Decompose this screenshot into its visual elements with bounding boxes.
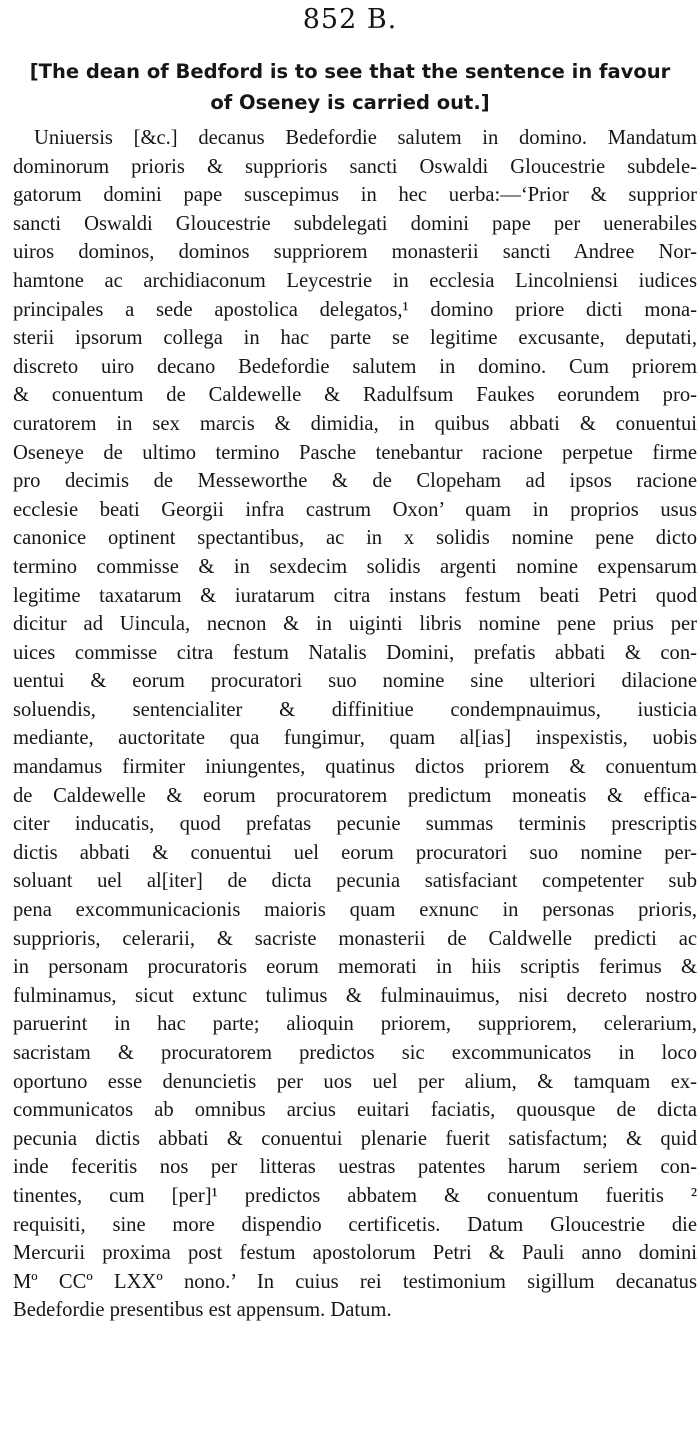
body-line: sterii ipsorum collega in hac parte se legitime excusante, deputati, <box>13 327 697 350</box>
heading-line: of Oseney is carried out.] <box>210 91 490 114</box>
body-line: soluendis, sentencialiter & diffinitiue condempnauimus, iusticia <box>13 698 697 721</box>
body-line: legitime taxatarum & iuratarum citra instans festum beati Petri quod <box>13 584 697 607</box>
body-line: sacristam & procuratorem predictos sic excommunicatos in loco <box>13 1042 697 1064</box>
body-line: supprioris, celerarii, & sacriste monasterii de Caldwelle predicti ac <box>13 927 697 950</box>
body-line: ecclesie beati Georgii infra castrum Oxon’ quam in proprios usus <box>13 498 697 521</box>
body-line: in personam procuratoris eorum memorati in hiis scriptis ferimus & <box>13 956 697 979</box>
body-line: paruerint in hac parte; alioquin priorem, suppriorem, celerarium, <box>13 1013 697 1036</box>
body-line: Uniuersis [&c.] decanus Bedefordie salutem in domino. Mandatum <box>34 127 697 149</box>
body-line: mandamus firmiter iniungentes, quatinus dictos priorem & conuentum <box>13 756 697 779</box>
body-line: curatorem in sex marcis & dimidia, in quibus abbati & conuentui <box>13 412 697 435</box>
body-line: & conuentum de Caldewelle & Radulfsum Faukes eorundem pro- <box>13 384 697 407</box>
heading-line: [The dean of Bedford is to see that the sentence in favour <box>29 60 671 83</box>
body-line: tinentes, cum [per]¹ predictos abbatem & conuentum fueritis ² <box>13 1184 697 1207</box>
body-line: dominorum prioris & supprioris sancti Oswaldi Gloucestrie subdele- <box>13 155 697 178</box>
document-heading <box>10 56 690 118</box>
body-line: pecunia dictis abbati & conuentui plenarie fuerit satisfactum; & quid <box>13 1127 697 1150</box>
body-line: Bedefordie presentibus est appensum. Datum. <box>13 1299 392 1322</box>
body-line: communicatos ab omnibus arcius euitari faciatis, quousque de dicta <box>13 1099 697 1122</box>
body-line: de Caldewelle & eorum procuratorem predictum moneatis & effica- <box>13 784 697 807</box>
body-line: termino commisse & in sexdecim solidis argenti nomine expensarum <box>13 555 697 578</box>
body-line: Mº CCº LXXº nono.’ In cuius rei testimonium sigillum decanatus <box>13 1270 697 1293</box>
body-line: principales a sede apostolica delegatos,¹ domino priore dicti mona- <box>13 298 697 321</box>
body-line: Oseneye de ultimo termino Pasche tenebantur racione perpetue firme <box>13 441 697 464</box>
document-body <box>13 124 697 1325</box>
body-line: soluant uel al[iter] de dicta pecunia satisfaciant competenter sub <box>13 870 697 893</box>
body-line: uentui & eorum procuratori suo nomine sine ulteriori dilacione <box>13 670 697 693</box>
body-line: citer inducatis, quod prefatas pecunie summas terminis prescriptis <box>13 813 697 836</box>
body-line: hamtone ac archidiaconum Leycestrie in ecclesia Lincolniensi iudices <box>13 269 697 292</box>
body-line: dicitur ad Uincula, necnon & in uiginti libris nomine pene prius per <box>13 613 697 636</box>
body-line: requisiti, sine more dispendio certificetis. Datum Gloucestrie die <box>13 1213 697 1236</box>
body-line: pena excommunicacionis maioris quam exnunc in personas prioris, <box>13 899 697 922</box>
body-line: Mercurii proxima post festum apostolorum Petri & Pauli anno domini <box>13 1242 697 1265</box>
body-line: uices commisse citra festum Natalis Domini, prefatis abbati & con- <box>13 641 697 664</box>
body-line: uiros dominos, dominos suppriorem monasterii sancti Andree Nor- <box>13 241 697 264</box>
body-line: discreto uiro decano Bedefordie salutem in domino. Cum priorem <box>13 355 697 378</box>
body-line: inde feceritis nos per litteras uestras patentes harum seriem con- <box>13 1156 697 1179</box>
body-line: oportuno esse denuncietis per uos uel per alium, & tamquam ex- <box>13 1070 697 1093</box>
body-line: dictis abbati & conuentui uel eorum procuratori suo nomine per- <box>13 841 697 864</box>
body-line: sancti Oswaldi Gloucestrie subdelegati domini pape per uenerabiles <box>13 212 697 235</box>
body-line: canonice optinent spectantibus, ac in x solidis nomine pene dicto <box>13 527 697 550</box>
document-number: 852 B. <box>302 4 398 35</box>
body-line: fulminamus, sicut extunc tulimus & fulminauimus, nisi decreto nostro <box>13 984 697 1007</box>
body-line: gatorum domini pape suscepimus in hec uerba:—‘Prior & supprior <box>13 184 697 207</box>
body-line: mediante, auctoritate qua fungimur, quam al[ias] inspexistis, uobis <box>13 727 697 750</box>
body-line: pro decimis de Messeworthe & de Clopeham ad ipsos racione <box>13 470 697 493</box>
